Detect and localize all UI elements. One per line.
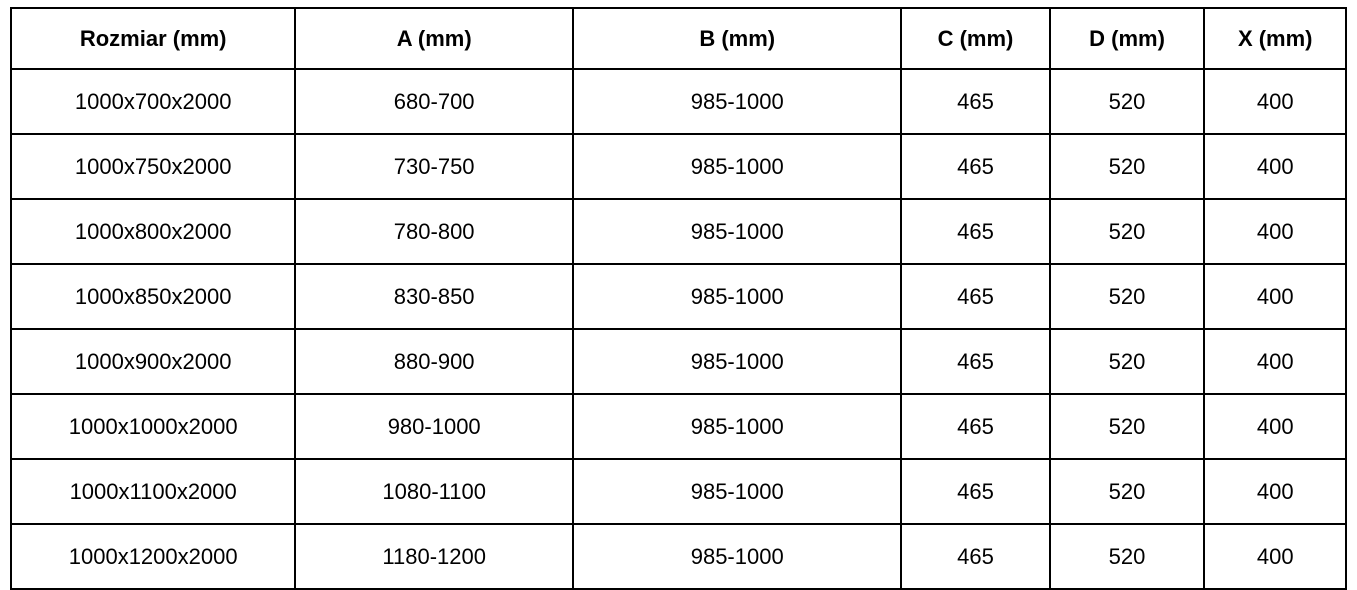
table-cell-rozmiar: 1000x850x2000 bbox=[11, 264, 295, 329]
table-cell-rozmiar: 1000x900x2000 bbox=[11, 329, 295, 394]
table-cell-a: 830-850 bbox=[295, 264, 573, 329]
table-cell-x: 400 bbox=[1204, 329, 1346, 394]
table-cell-a: 780-800 bbox=[295, 199, 573, 264]
table-row bbox=[11, 199, 1346, 264]
table-cell-d: 520 bbox=[1050, 459, 1205, 524]
table-row bbox=[11, 329, 1346, 394]
table-cell-a: 1180-1200 bbox=[295, 524, 573, 589]
table-cell-b: 985-1000 bbox=[573, 394, 901, 459]
table-cell-x: 400 bbox=[1204, 134, 1346, 199]
column-header-x: X (mm) bbox=[1204, 8, 1346, 69]
table-cell-c: 465 bbox=[901, 524, 1049, 589]
table-cell-x: 400 bbox=[1204, 459, 1346, 524]
table-cell-c: 465 bbox=[901, 134, 1049, 199]
table-cell-rozmiar: 1000x700x2000 bbox=[11, 69, 295, 134]
table-cell-d: 520 bbox=[1050, 134, 1205, 199]
column-header-c: C (mm) bbox=[901, 8, 1049, 69]
table-cell-b: 985-1000 bbox=[573, 199, 901, 264]
table-row bbox=[11, 264, 1346, 329]
table-cell-d: 520 bbox=[1050, 524, 1205, 589]
table-cell-x: 400 bbox=[1204, 69, 1346, 134]
table-header bbox=[11, 8, 1346, 69]
table-cell-d: 520 bbox=[1050, 329, 1205, 394]
table-cell-c: 465 bbox=[901, 199, 1049, 264]
table-cell-c: 465 bbox=[901, 459, 1049, 524]
table-cell-d: 520 bbox=[1050, 69, 1205, 134]
table-row bbox=[11, 524, 1346, 589]
table-cell-d: 520 bbox=[1050, 199, 1205, 264]
table-cell-a: 980-1000 bbox=[295, 394, 573, 459]
table-cell-c: 465 bbox=[901, 394, 1049, 459]
table-cell-b: 985-1000 bbox=[573, 459, 901, 524]
table-cell-rozmiar: 1000x1000x2000 bbox=[11, 394, 295, 459]
table-cell-c: 465 bbox=[901, 329, 1049, 394]
table-body bbox=[11, 69, 1346, 589]
column-header-b: B (mm) bbox=[573, 8, 901, 69]
table-cell-rozmiar: 1000x1200x2000 bbox=[11, 524, 295, 589]
table-cell-b: 985-1000 bbox=[573, 134, 901, 199]
table-cell-rozmiar: 1000x1100x2000 bbox=[11, 459, 295, 524]
table-cell-d: 520 bbox=[1050, 394, 1205, 459]
table-cell-x: 400 bbox=[1204, 264, 1346, 329]
size-spec-table bbox=[10, 7, 1347, 590]
header-row bbox=[11, 8, 1346, 69]
table-cell-a: 730-750 bbox=[295, 134, 573, 199]
table-cell-b: 985-1000 bbox=[573, 69, 901, 134]
table-cell-a: 680-700 bbox=[295, 69, 573, 134]
table-cell-c: 465 bbox=[901, 69, 1049, 134]
table-cell-c: 465 bbox=[901, 264, 1049, 329]
table-cell-rozmiar: 1000x800x2000 bbox=[11, 199, 295, 264]
table-cell-x: 400 bbox=[1204, 524, 1346, 589]
table-row bbox=[11, 69, 1346, 134]
table-cell-d: 520 bbox=[1050, 264, 1205, 329]
table-row bbox=[11, 134, 1346, 199]
column-header-rozmiar: Rozmiar (mm) bbox=[11, 8, 295, 69]
table-cell-x: 400 bbox=[1204, 199, 1346, 264]
table-cell-b: 985-1000 bbox=[573, 524, 901, 589]
table-cell-b: 985-1000 bbox=[573, 329, 901, 394]
table-row bbox=[11, 459, 1346, 524]
table-cell-x: 400 bbox=[1204, 394, 1346, 459]
table-cell-rozmiar: 1000x750x2000 bbox=[11, 134, 295, 199]
table-cell-b: 985-1000 bbox=[573, 264, 901, 329]
table-cell-a: 880-900 bbox=[295, 329, 573, 394]
column-header-a: A (mm) bbox=[295, 8, 573, 69]
column-header-d: D (mm) bbox=[1050, 8, 1205, 69]
table-cell-a: 1080-1100 bbox=[295, 459, 573, 524]
table-row bbox=[11, 394, 1346, 459]
